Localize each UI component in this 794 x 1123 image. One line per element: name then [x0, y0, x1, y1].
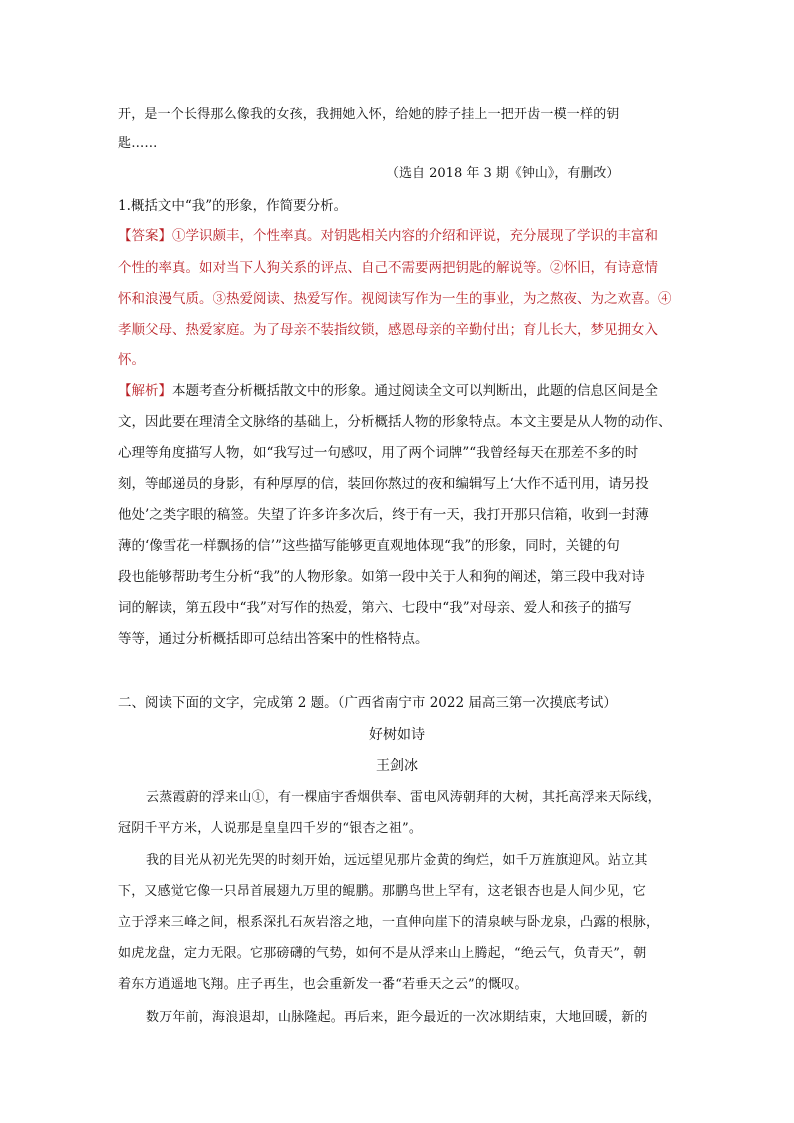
answer-line	[118, 228, 658, 244]
analysis-line: 他处’之类字眼的稿签。失望了许多许多次后，终于有一天，我打开那只信箱，收到一封薄	[118, 507, 649, 523]
answer-line: 怀和浪漫气质。③热爱阅读、热爱写作。视阅读写作为一生的事业，为之熬夜、为之欢喜。④	[118, 291, 672, 307]
section-heading: 二、阅读下面的文字，完成第 2 题。（广西省南宁市 2022 届高三第一次摸底考试）	[118, 695, 617, 711]
analysis-line: 词的解读，第五段中“我”对写作的热爱，第六、七段中“我”对母亲、爱人和孩子的描写	[118, 600, 632, 616]
article-paragraph-line: 我的目光从初光先哭的时刻开始，远远望见那片金黄的绚烂，如千万旌旗迎风。站立其	[146, 853, 648, 868]
article-paragraph-line: 冠阴千平方米，人说那是皇皇四千岁的“银杏之祖”。	[118, 821, 423, 836]
passage-source: （选自 2018 年 3 期《钟山》，有删改）	[386, 166, 620, 181]
article-title: 好树如诗	[369, 727, 425, 743]
answer-text: ①学识颇丰，个性率真。对钥匙相关内容的介绍和评说，充分展现了学识的丰富和	[172, 228, 658, 244]
answer-line: 孝顺父母、热爱家庭。为了母亲不装指纹锁，感恩母亲的辛勤付出；育儿长大，梦见拥女入	[118, 322, 658, 338]
answer-line: 怀。	[118, 352, 145, 368]
question-prompt: 1.概括文中“我”的形象，作简要分析。	[118, 198, 348, 214]
analysis-line	[118, 383, 658, 399]
article-paragraph-line: 数万年前，海浪退却，山脉隆起。再后来，距今最近的一次冰期结束，大地回暖，新的	[146, 1010, 648, 1025]
article-paragraph-line: 着东方逍遥地飞翔。庄子再生，也会重新发一番“若垂天之云”的慨叹。	[118, 977, 528, 992]
analysis-tag: 【解析】	[118, 383, 172, 399]
analysis-line: 文，因此要在理清全文脉络的基础上，分析概括人物的形象特点。本文主要是从人物的动作、	[118, 414, 672, 430]
analysis-line: 等等，通过分析概括即可总结出答案中的性格特点。	[118, 631, 429, 647]
analysis-line: 心理等角度描写人物，如“我写过一句感叹，用了两个词牌”“我曾经每天在那差不多的时	[118, 445, 639, 461]
article-paragraph-line: 立于浮来三峰之间，根系深扎石灰岩溶之地，一直伸向崖下的清泉峡与卧龙泉，凸露的根脉，	[118, 915, 660, 930]
analysis-text: 本题考查分析概括散文中的形象。通过阅读全文可以判断出，此题的信息区间是全	[172, 383, 658, 399]
article-paragraph-line: 下，又感觉它像一只昂首展翅九万里的鲲鹏。那鹏鸟世上罕有，这老银杏也是人间少见，它	[118, 884, 647, 899]
analysis-line: 刻，等邮递员的身影，有种厚厚的信，装回你熬过的夜和编辑写上‘大作不适刊用，请另投	[118, 476, 649, 492]
analysis-line: 段也能够帮助考生分析“我”的人物形象。如第一段中关于人和狗的阐述，第三段中我对诗	[118, 569, 645, 585]
article-paragraph-line: 云蒸霞蔚的浮来山①，有一棵庙宇香烟供奉、雷电风涛朝拜的大树，其托高浮来天际线，	[146, 790, 661, 805]
analysis-line: 薄的‘像雪花一样飘扬的信’”这些描写能够更直观地体现“我”的形象，同时，关键的句	[118, 538, 620, 554]
article-paragraph-line: 如虎龙盘，定力无限。它那磅礴的气势，如何不是从浮来山上腾起，“绝云气，负青天”，朝	[118, 946, 647, 961]
answer-line: 个性的率真。如对当下人狗关系的评点、自己不需要两把钥匙的解说等。②怀旧，有诗意情	[118, 260, 658, 276]
passage-text-line: 开，是一个长得那么像我的女孩，我拥她入怀，给她的脖子挂上一把开齿一模一样的钥	[118, 107, 620, 122]
passage-text-line: 匙……	[118, 136, 158, 151]
answer-tag: 【答案】	[118, 228, 172, 244]
article-author: 王剑冰	[376, 758, 418, 774]
